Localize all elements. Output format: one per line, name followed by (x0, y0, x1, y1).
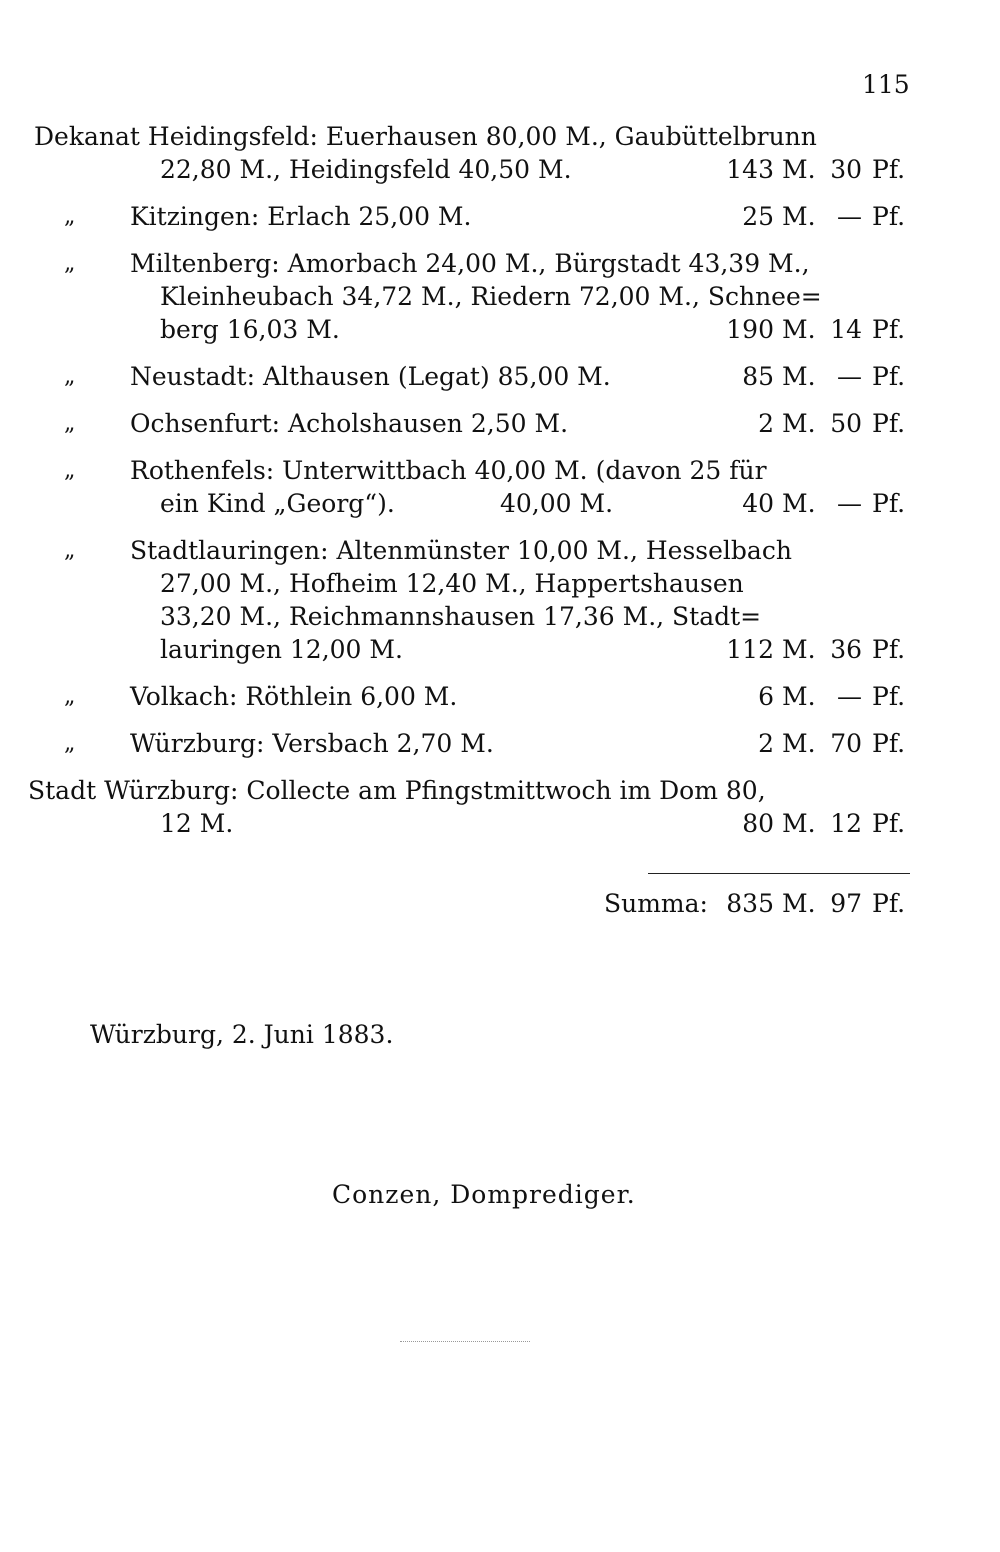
entry-line (0, 313, 1000, 346)
total-marks: 835 (726, 889, 774, 918)
page-number: 115 (862, 70, 910, 99)
entry-text: 22,80 M., Heidingsfeld 40,50 M. (160, 155, 572, 184)
marks-value: 112 (726, 635, 774, 664)
entry-text: berg 16,03 M. (160, 315, 340, 344)
entry-line (0, 633, 1000, 666)
ditto-mark: „ (64, 684, 76, 709)
total-pfennig-unit: Pf. (872, 889, 906, 918)
entry (0, 727, 1000, 760)
entry-line (0, 120, 1000, 153)
marks-value: 85 (742, 362, 774, 391)
pfennig-unit: Pf. (872, 635, 906, 664)
entry-line (0, 487, 1000, 520)
entry-text: Volkach: Röthlein 6,00 M. (130, 682, 458, 711)
pfennig-value: 50 (830, 409, 862, 438)
total-pfennig: 97 (830, 889, 862, 918)
entry-text: 12 M. (160, 809, 234, 838)
marks-value: 2 (758, 729, 774, 758)
entry-text: Würzburg: Versbach 2,70 M. (130, 729, 494, 758)
pfennig-unit: Pf. (872, 809, 906, 838)
entry-amount (720, 313, 910, 346)
marks-unit: M. (782, 489, 816, 518)
entry-text: Neustadt: Althausen (Legat) 85,00 M. (130, 362, 611, 391)
pfennig-unit: Pf. (872, 155, 906, 184)
entry-line (0, 807, 1000, 840)
entry-amount (720, 487, 910, 520)
pfennig-unit: Pf. (872, 409, 906, 438)
marks-value: 143 (726, 155, 774, 184)
pfennig-value: 14 (830, 315, 862, 344)
entry-text: Stadtlauringen: Altenmünster 10,00 M., Hesselbach (130, 536, 792, 565)
entry-line (0, 200, 1000, 233)
entry (0, 680, 1000, 713)
pfennig-value: — (837, 362, 862, 391)
entry (0, 120, 1000, 186)
entry-text: Kleinheubach 34,72 M., Riedern 72,00 M., Schnee= (160, 282, 822, 311)
pfennig-value: — (837, 489, 862, 518)
entry-text: Miltenberg: Amorbach 24,00 M., Bürgstadt 43,39 M., (130, 249, 810, 278)
entry (0, 200, 1000, 233)
total-amount (720, 887, 910, 920)
entry (0, 454, 1000, 520)
marks-unit: M. (782, 409, 816, 438)
marks-value: 25 (742, 202, 774, 231)
total-row (0, 887, 1000, 920)
entry-text: Kitzingen: Erlach 25,00 M. (130, 202, 472, 231)
entry-line (0, 680, 1000, 713)
entry-text: Rothenfels: Unterwittbach 40,00 M. (davon 25 für (130, 456, 767, 485)
marks-value: 40 (742, 489, 774, 518)
sum-rule (648, 873, 910, 874)
entry-text: Ochsenfurt: Acholshausen 2,50 M. (130, 409, 569, 438)
entry (0, 247, 1000, 346)
entry (0, 407, 1000, 440)
entry-line (0, 600, 1000, 633)
marks-unit: M. (782, 315, 816, 344)
pfennig-unit: Pf. (872, 489, 906, 518)
marks-value: 2 (758, 409, 774, 438)
total-label: Summa: (604, 889, 708, 918)
pfennig-unit: Pf. (872, 682, 906, 711)
entry-amount (720, 407, 910, 440)
ditto-mark: „ (64, 458, 76, 483)
ditto-mark: „ (64, 364, 76, 389)
entry-amount (720, 727, 910, 760)
marks-unit: M. (782, 362, 816, 391)
marks-unit: M. (782, 729, 816, 758)
marks-value: 190 (726, 315, 774, 344)
entry (0, 360, 1000, 393)
entry-text: 27,00 M., Hofheim 12,40 M., Happertshausen (160, 569, 744, 598)
marks-unit: M. (782, 202, 816, 231)
total-marks-unit: M. (782, 889, 816, 918)
donation-list (0, 120, 1000, 854)
marks-value: 6 (758, 682, 774, 711)
entry-line (0, 407, 1000, 440)
entry-amount (720, 153, 910, 186)
marks-unit: M. (782, 809, 816, 838)
pfennig-value: 12 (830, 809, 862, 838)
marks-value: 80 (742, 809, 774, 838)
pfennig-value: — (837, 202, 862, 231)
pfennig-value: 30 (830, 155, 862, 184)
ditto-mark: „ (64, 411, 76, 436)
place-date: Würzburg, 2. Juni 1883. (90, 1020, 394, 1049)
entry-text: lauringen 12,00 M. (160, 635, 403, 664)
ditto-mark: „ (64, 538, 76, 563)
marks-unit: M. (782, 635, 816, 664)
entry-amount (720, 680, 910, 713)
entry-line (0, 247, 1000, 280)
entry-text: Dekanat Heidingsfeld: Euerhausen 80,00 M., Gaubüttelbrunn (34, 122, 817, 151)
entry-amount (720, 807, 910, 840)
entry-text: 33,20 M., Reichmannshausen 17,36 M., Stadt= (160, 602, 762, 631)
entry-line (0, 280, 1000, 313)
ditto-mark: „ (64, 204, 76, 229)
entry-line (0, 774, 1000, 807)
ditto-mark: „ (64, 731, 76, 756)
pfennig-unit: Pf. (872, 202, 906, 231)
pfennig-value: 36 (830, 635, 862, 664)
entry-text: Stadt Würzburg: Collecte am Pfingstmittwoch im Dom 80, (28, 776, 766, 805)
marks-unit: M. (782, 682, 816, 711)
ditto-mark: „ (64, 251, 76, 276)
entry-line (0, 727, 1000, 760)
pfennig-value: 70 (830, 729, 862, 758)
print-specks (400, 1341, 530, 1342)
entry-line (0, 153, 1000, 186)
marks-unit: M. (782, 155, 816, 184)
entry-amount (720, 200, 910, 233)
entry-line (0, 567, 1000, 600)
signature: Conzen, Domprediger. (332, 1180, 636, 1209)
entry (0, 534, 1000, 666)
inline-amount: 40,00 M. (500, 489, 614, 518)
entry-line (0, 454, 1000, 487)
pfennig-value: — (837, 682, 862, 711)
entry-amount (720, 633, 910, 666)
pfennig-unit: Pf. (872, 362, 906, 391)
entry-line (0, 360, 1000, 393)
entry (0, 774, 1000, 840)
entry-amount (720, 360, 910, 393)
entry-line (0, 534, 1000, 567)
pfennig-unit: Pf. (872, 315, 906, 344)
entry-text: ein Kind „Georg“). (160, 489, 395, 518)
pfennig-unit: Pf. (872, 729, 906, 758)
